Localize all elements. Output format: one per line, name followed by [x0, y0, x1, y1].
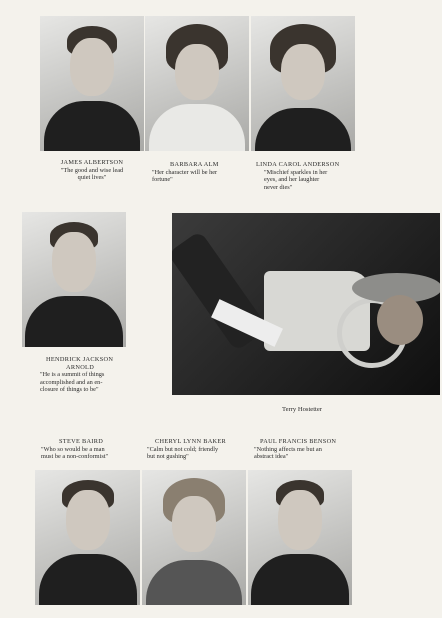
caption-cheryl-lynn-baker: CHERYL LYNN BAKER "Calm but not cold; friendly but not gushing" — [147, 438, 227, 461]
portrait-steve-baird — [35, 470, 140, 605]
caption-barbara-alm: BARBARA ALM "Her character will be her fortune" — [152, 161, 219, 184]
caption-paul-francis-benson: PAUL FRANCIS BENSON "Nothing affects me but an abstract idea" — [254, 438, 337, 461]
portrait-linda-carol-anderson — [251, 16, 355, 151]
portrait-hendrick-jackson-arnold — [22, 212, 126, 347]
caption-linda-carol-anderson: LINDA CAROL ANDERSON "Mischief sparkles in her eyes, and her laughter never dies" — [256, 161, 340, 191]
candid-caption: Terry Hostetter — [282, 406, 322, 413]
caption-james-albertson: JAMES ALBERTSON "The good and wise lead quiet lives" — [60, 159, 124, 182]
candid-photo — [172, 213, 440, 395]
caption-steve-baird: STEVE BAIRD "Who so would be a man must be a non-conformist" — [41, 438, 109, 461]
portrait-barbara-alm — [145, 16, 249, 151]
portrait-james-albertson — [40, 16, 144, 151]
portrait-paul-francis-benson — [248, 470, 352, 605]
portrait-cheryl-lynn-baker — [142, 470, 246, 605]
caption-hendrick-jackson-arnold: HENDRICK JACKSON ARNOLD "He is a summit of things accomplished and an en- closure of things to be" — [40, 356, 114, 394]
